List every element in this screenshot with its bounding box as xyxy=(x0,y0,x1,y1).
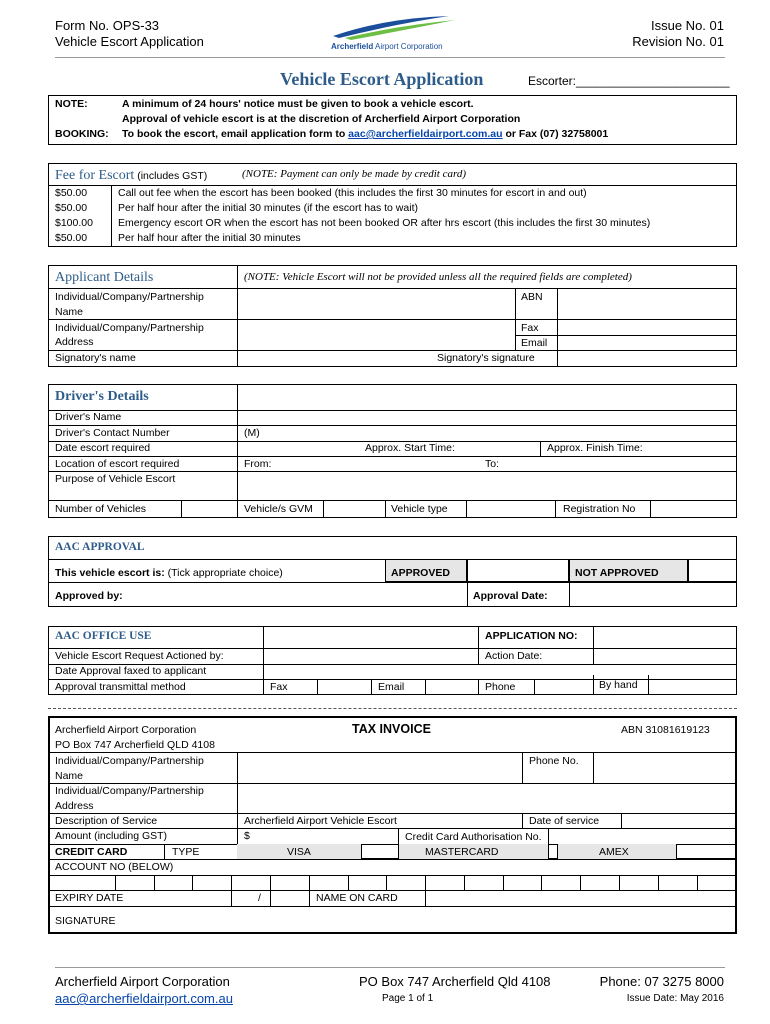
signatory-signature-label: Signatory's signature xyxy=(437,352,535,364)
escort-is-text: This vehicle escort is: xyxy=(55,567,165,579)
start-time-label: Approx. Start Time: xyxy=(365,442,455,454)
invoice-abn: ABN 31081619123 xyxy=(621,724,710,736)
vehicle-type-label: Vehicle type xyxy=(391,503,448,515)
booking-email-link[interactable]: aac@archerfieldairport.com.au xyxy=(348,128,503,140)
applicant-name-label: Individual/Company/Partnership xyxy=(55,291,204,303)
invoice-po-box: PO Box 747 Archerfield QLD 4108 xyxy=(55,739,215,751)
signatory-name-label: Signatory's name xyxy=(55,352,136,364)
num-vehicles-label: Number of Vehicles xyxy=(55,503,147,515)
applicant-address-label-2: Address xyxy=(55,336,94,348)
signatory-name-input[interactable] xyxy=(238,351,428,367)
applicant-heading: Applicant Details xyxy=(55,270,154,285)
booking-text xyxy=(122,128,608,141)
amex-checkbox[interactable] xyxy=(676,844,737,859)
description-value: Archerfield Airport Vehicle Escort xyxy=(244,815,397,827)
driver-name-label: Driver's Name xyxy=(55,411,122,423)
invoice-address-label: Individual/Company/Partnership xyxy=(55,785,204,797)
escort-is-label xyxy=(55,567,283,580)
footer-po-box: PO Box 747 Archerfield Qld 4108 xyxy=(359,974,551,989)
driver-contact-label: Driver's Contact Number xyxy=(55,427,170,439)
booking-instructions: To book the escort, email application form to xyxy=(122,128,349,140)
tick-instruction: (Tick appropriate choice) xyxy=(164,567,283,579)
escorter-field[interactable]: Escorter:_______________________ xyxy=(528,74,730,88)
logo-swoosh-icon xyxy=(325,12,460,42)
invoice-phone-input[interactable] xyxy=(594,753,736,783)
visa-checkbox[interactable] xyxy=(361,844,399,859)
fee-description: Call out fee when the escort has been booked (this includes the first 30 minutes for escort in and out) xyxy=(118,187,587,199)
finish-time-label: Approx. Finish Time: xyxy=(547,442,643,454)
approval-heading: AAC APPROVAL xyxy=(55,541,145,553)
invoice-address-input[interactable] xyxy=(238,784,736,813)
dollar-sign: $ xyxy=(244,830,250,842)
fee-description: Emergency escort OR when the escort has not been booked OR after hrs escort (this includes the first 30 minutes) xyxy=(118,217,651,229)
signature-label: SIGNATURE xyxy=(55,915,116,927)
invoice-company: Archerfield Airport Corporation xyxy=(55,724,197,736)
card-type-label: TYPE xyxy=(172,846,200,858)
date-of-service-label: Date of service xyxy=(529,815,600,827)
applicant-note: (NOTE: Vehicle Escort will not be provided unless all the required fields are completed) xyxy=(244,271,632,283)
from-label: From: xyxy=(244,458,272,470)
invoice-address-label-2: Address xyxy=(55,800,94,812)
location-label: Location of escort required xyxy=(55,458,180,470)
note-label: NOTE: xyxy=(55,98,88,110)
purpose-label: Purpose of Vehicle Escort xyxy=(55,473,176,485)
booking-label: BOOKING: xyxy=(55,128,109,140)
fee-amount: $50.00 xyxy=(55,202,88,214)
footer-company: Archerfield Airport Corporation xyxy=(55,974,230,989)
note-line-1: A minimum of 24 hours' notice must be given to book a vehicle escort. xyxy=(122,98,474,110)
fees-note: (NOTE: Payment can only be made by credit card) xyxy=(242,168,467,180)
form-number: Form No. OPS-33 xyxy=(55,18,160,33)
invoice-title: TAX INVOICE xyxy=(352,722,431,736)
to-label: To: xyxy=(485,458,500,470)
method-phone-label: Phone xyxy=(485,681,516,693)
transmittal-method-label: Approval transmittal method xyxy=(55,681,186,693)
mastercard-label: MASTERCARD xyxy=(425,846,499,858)
action-date-label: Action Date: xyxy=(485,650,543,662)
account-no-label: ACCOUNT NO (BELOW) xyxy=(55,861,174,873)
cut-line xyxy=(48,708,737,709)
approval-date-label: Approval Date: xyxy=(473,590,548,602)
method-by-hand-label: By hand xyxy=(599,679,638,691)
fee-description: Per half hour after the initial 30 minutes xyxy=(118,232,301,244)
name-on-card-label: NAME ON CARD xyxy=(316,892,398,904)
fees-title: Fee for Escort xyxy=(55,168,135,183)
revision-number: Revision No. 01 xyxy=(632,34,724,49)
footer-email-link[interactable]: aac@archerfieldairport.com.au xyxy=(55,991,233,1006)
description-label: Description of Service xyxy=(55,815,158,827)
not-approved-label: NOT APPROVED xyxy=(575,567,659,579)
office-use-heading: AAC OFFICE USE xyxy=(55,630,152,642)
invoice-name-label: Individual/Company/Partnership xyxy=(55,755,204,767)
approved-label: APPROVED xyxy=(391,567,450,579)
email-label: Email xyxy=(521,337,548,349)
purpose-input[interactable] xyxy=(238,472,736,500)
driver-heading: Driver's Details xyxy=(55,389,149,404)
header-rule xyxy=(55,57,725,58)
applicant-address-label: Individual/Company/Partnership xyxy=(55,322,204,334)
footer-rule xyxy=(55,967,725,968)
registration-label: Registration No xyxy=(563,503,636,515)
fee-description: Per half hour after the initial 30 minutes (if the escort has to wait) xyxy=(118,202,418,214)
fee-amount: $100.00 xyxy=(55,217,93,229)
logo-text-bold: Archerfield xyxy=(331,42,374,51)
booking-fax: or Fax (07) 32758001 xyxy=(502,128,609,140)
actioned-by-label: Vehicle Escort Request Actioned by: xyxy=(55,650,224,662)
fax-label: Fax xyxy=(521,322,539,334)
invoice-phone-label: Phone No. xyxy=(529,755,579,767)
applicant-address-input[interactable] xyxy=(238,320,515,350)
name-on-card-input[interactable] xyxy=(426,891,736,906)
issue-number: Issue No. 01 xyxy=(651,18,724,33)
abn-label: ABN xyxy=(521,291,543,303)
logo-text: Airport Corporation xyxy=(373,42,443,51)
not-approved-checkbox[interactable] xyxy=(688,559,737,582)
date-faxed-label: Date Approval faxed to applicant xyxy=(55,665,207,677)
method-fax-label: Fax xyxy=(270,681,288,693)
amex-label: AMEX xyxy=(599,846,629,858)
issue-date: Issue Date: May 2016 xyxy=(626,993,724,1004)
fees-heading xyxy=(55,166,207,184)
page-title: Vehicle Escort Application xyxy=(280,69,484,89)
method-email-label: Email xyxy=(378,681,405,693)
visa-label: VISA xyxy=(287,846,311,858)
abn-input[interactable] xyxy=(558,289,736,319)
applicant-name-label-2: Name xyxy=(55,306,84,318)
company-logo xyxy=(325,12,460,54)
application-no-label: APPLICATION NO: xyxy=(485,630,578,642)
page-number: Page 1 of 1 xyxy=(382,993,434,1004)
signature-input[interactable] xyxy=(140,907,736,933)
invoice-name-input[interactable] xyxy=(238,753,522,783)
cc-authorisation-label: Credit Card Authorisation No. xyxy=(405,831,542,843)
invoice-name-label-2: Name xyxy=(55,770,84,782)
approved-by-label: Approved by: xyxy=(55,590,123,602)
note-line-2: Approval of vehicle escort is at the discretion of Archerfield Airport Corporation xyxy=(122,113,521,125)
credit-card-label: CREDIT CARD xyxy=(55,846,128,858)
amount-label: Amount (including GST) xyxy=(55,830,168,842)
footer-phone: Phone: 07 3275 8000 xyxy=(599,974,724,989)
mobile-label: (M) xyxy=(244,427,260,439)
form-name: Vehicle Escort Application xyxy=(55,34,204,49)
applicant-name-input[interactable] xyxy=(238,289,515,319)
fees-gst: (includes GST) xyxy=(134,170,208,182)
expiry-date-label: EXPIRY DATE xyxy=(55,892,124,904)
mastercard-checkbox[interactable] xyxy=(548,844,558,859)
expiry-slash: / xyxy=(258,892,261,904)
fee-amount: $50.00 xyxy=(55,187,88,199)
signatory-signature-input[interactable] xyxy=(558,351,736,367)
approved-checkbox[interactable] xyxy=(467,559,569,582)
date-escort-label: Date escort required xyxy=(55,442,151,454)
fee-amount: $50.00 xyxy=(55,232,88,244)
driver-name-input[interactable] xyxy=(238,411,736,425)
gvm-label: Vehicle/s GVM xyxy=(244,503,313,515)
account-number-input[interactable] xyxy=(49,876,736,890)
